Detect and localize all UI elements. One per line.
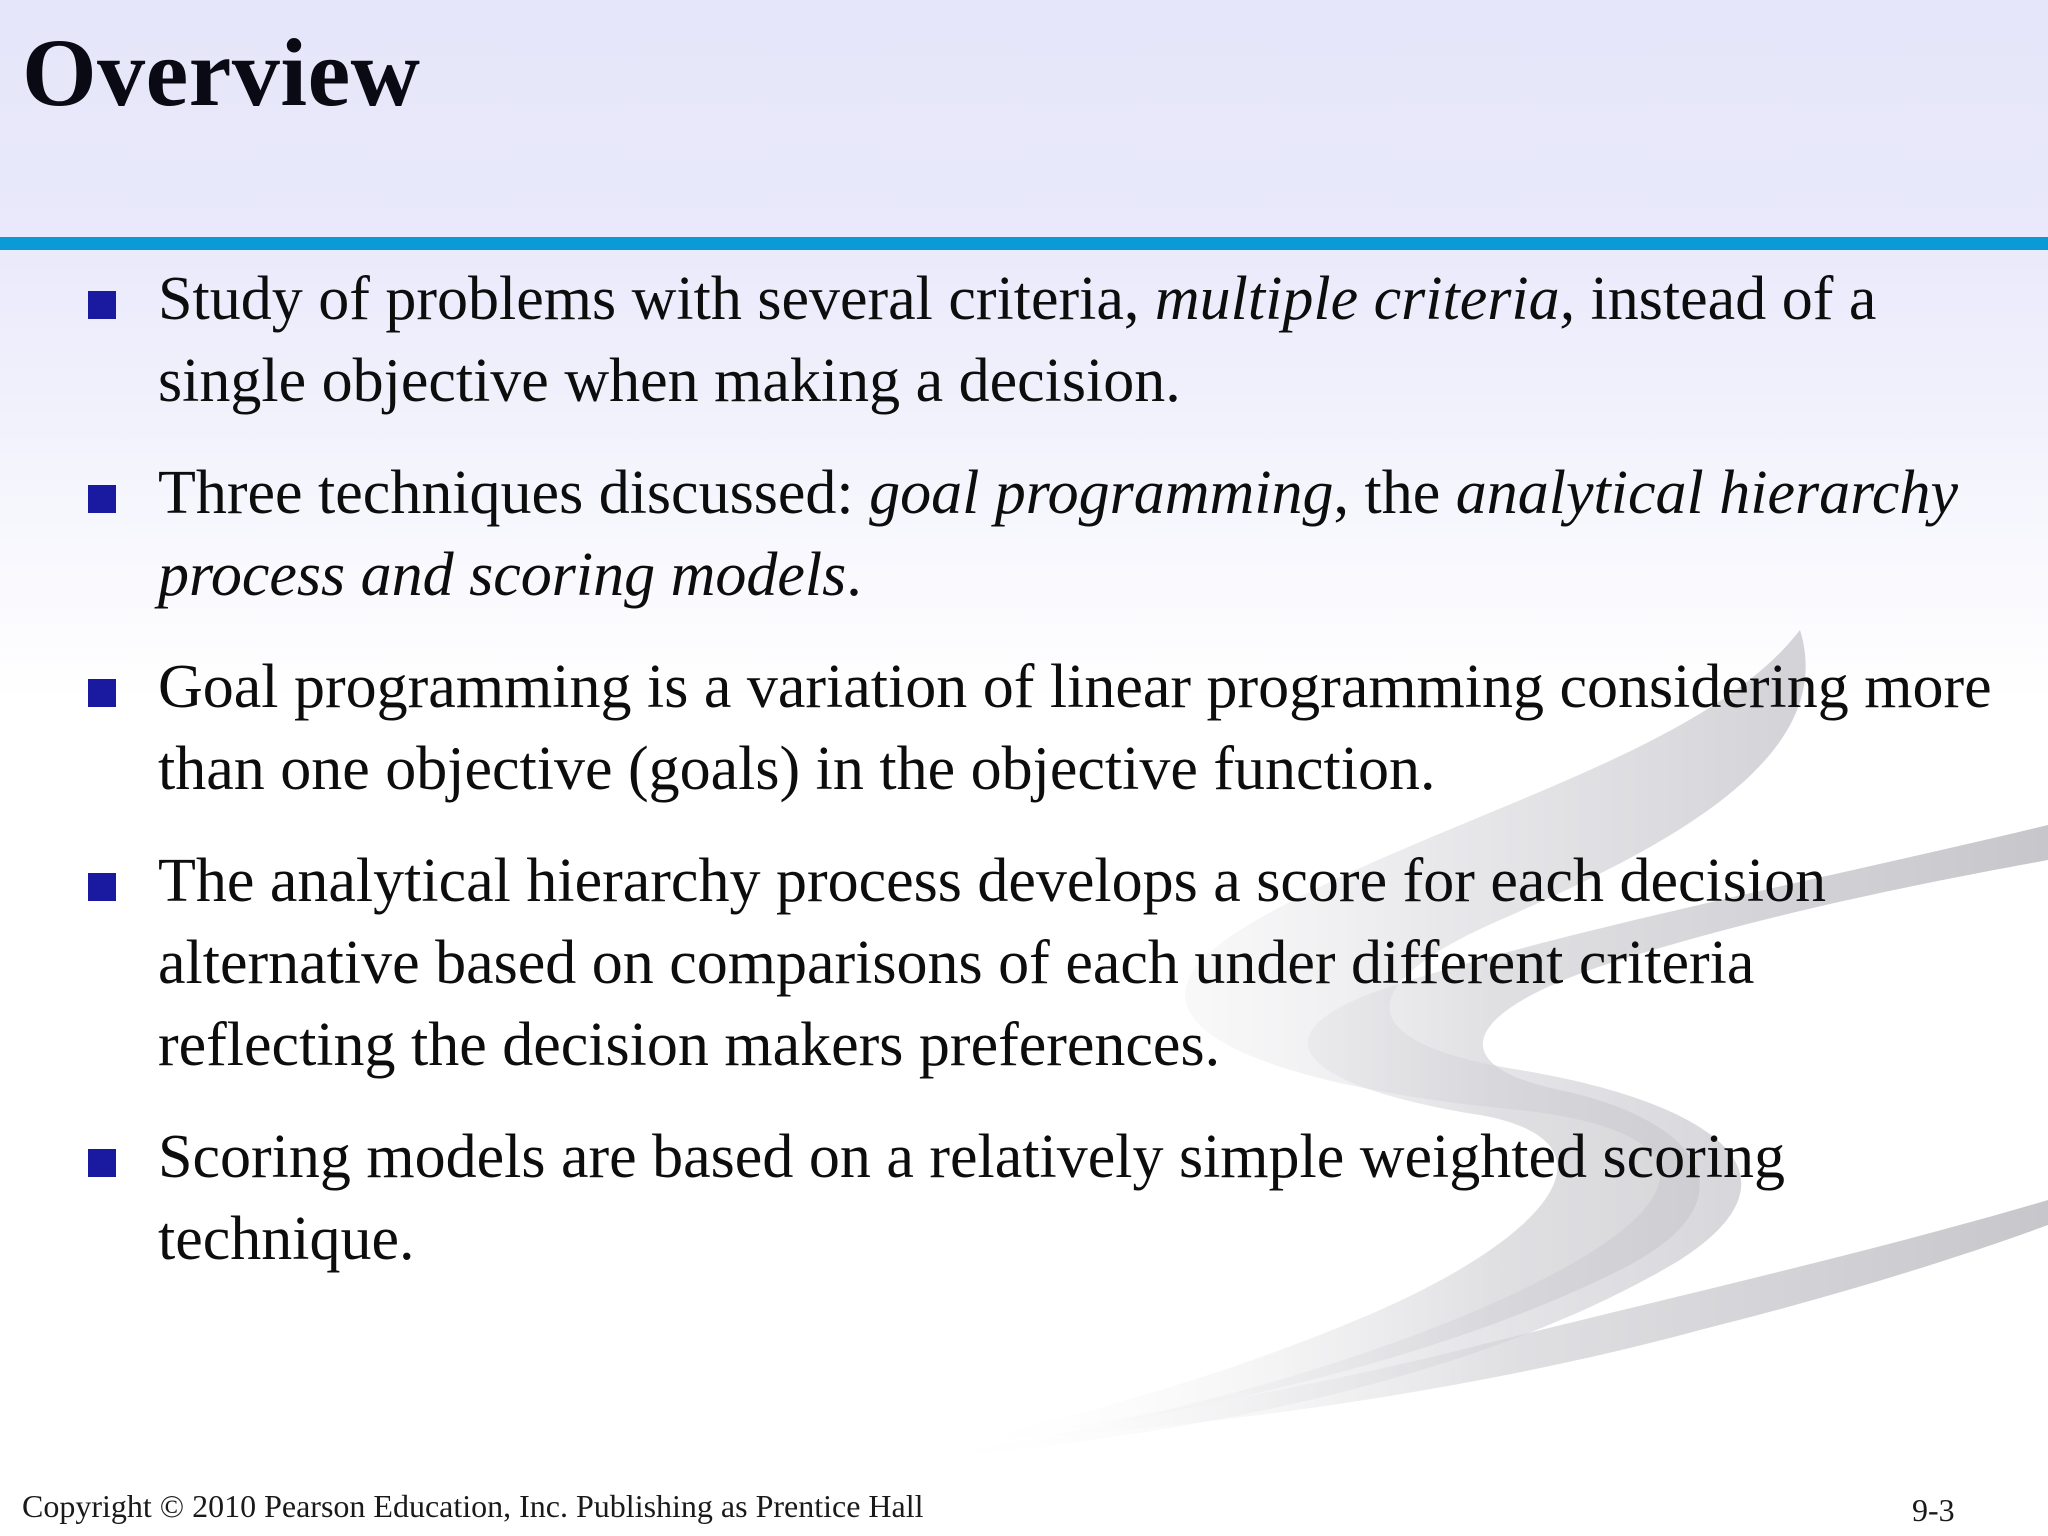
- bullet-text-italic: analytical hierarchy process and scoring models: [158, 459, 1958, 609]
- bullet-item: [0, 258, 1998, 422]
- bullet-text: [158, 459, 1958, 609]
- bullet-item: [0, 452, 1998, 616]
- bullet-text: Scoring models are based on a relatively simple weighted scoring technique.: [158, 1123, 1786, 1273]
- bullet-text: Goal programming is a variation of linear programming considering more than one objective (goals) in the objective function.: [158, 653, 1992, 803]
- bullet-text-italic: multiple criteria,: [1154, 265, 1576, 333]
- bullet-text-segment: .: [846, 541, 862, 609]
- copyright-footer: Copyright © 2010 Pearson Education, Inc. Publishing as Prentice Hall: [22, 1488, 924, 1524]
- bullet-text-segment: instead of a single objective when making a decision.: [158, 265, 1877, 415]
- square-bullet-icon: [88, 1149, 116, 1177]
- bullet-text: The analytical hierarchy process develops a score for each decision alternative based on comparisons of each under different criteria reflecting the decision makers preferences.: [158, 847, 1827, 1079]
- square-bullet-icon: [88, 291, 116, 319]
- bullet-text-segment: Three techniques discussed:: [158, 459, 870, 527]
- bullet-item: [0, 646, 1998, 810]
- bullet-item: [0, 1116, 1998, 1280]
- slide-number: 9-3: [1912, 1492, 1955, 1528]
- bullet-text: [158, 265, 1876, 415]
- bullet-text-italic: goal programming: [869, 459, 1334, 527]
- bullet-list: [0, 258, 2048, 1280]
- bullet-text-segment: Study of problems with several criteria,: [158, 265, 1155, 333]
- slide-title: Overview: [22, 19, 421, 126]
- square-bullet-icon: [88, 485, 116, 513]
- bullet-item: [0, 840, 1998, 1086]
- title-divider: [0, 237, 2048, 250]
- bullet-text-segment: , the: [1333, 459, 1456, 527]
- square-bullet-icon: [88, 873, 116, 901]
- square-bullet-icon: [88, 679, 116, 707]
